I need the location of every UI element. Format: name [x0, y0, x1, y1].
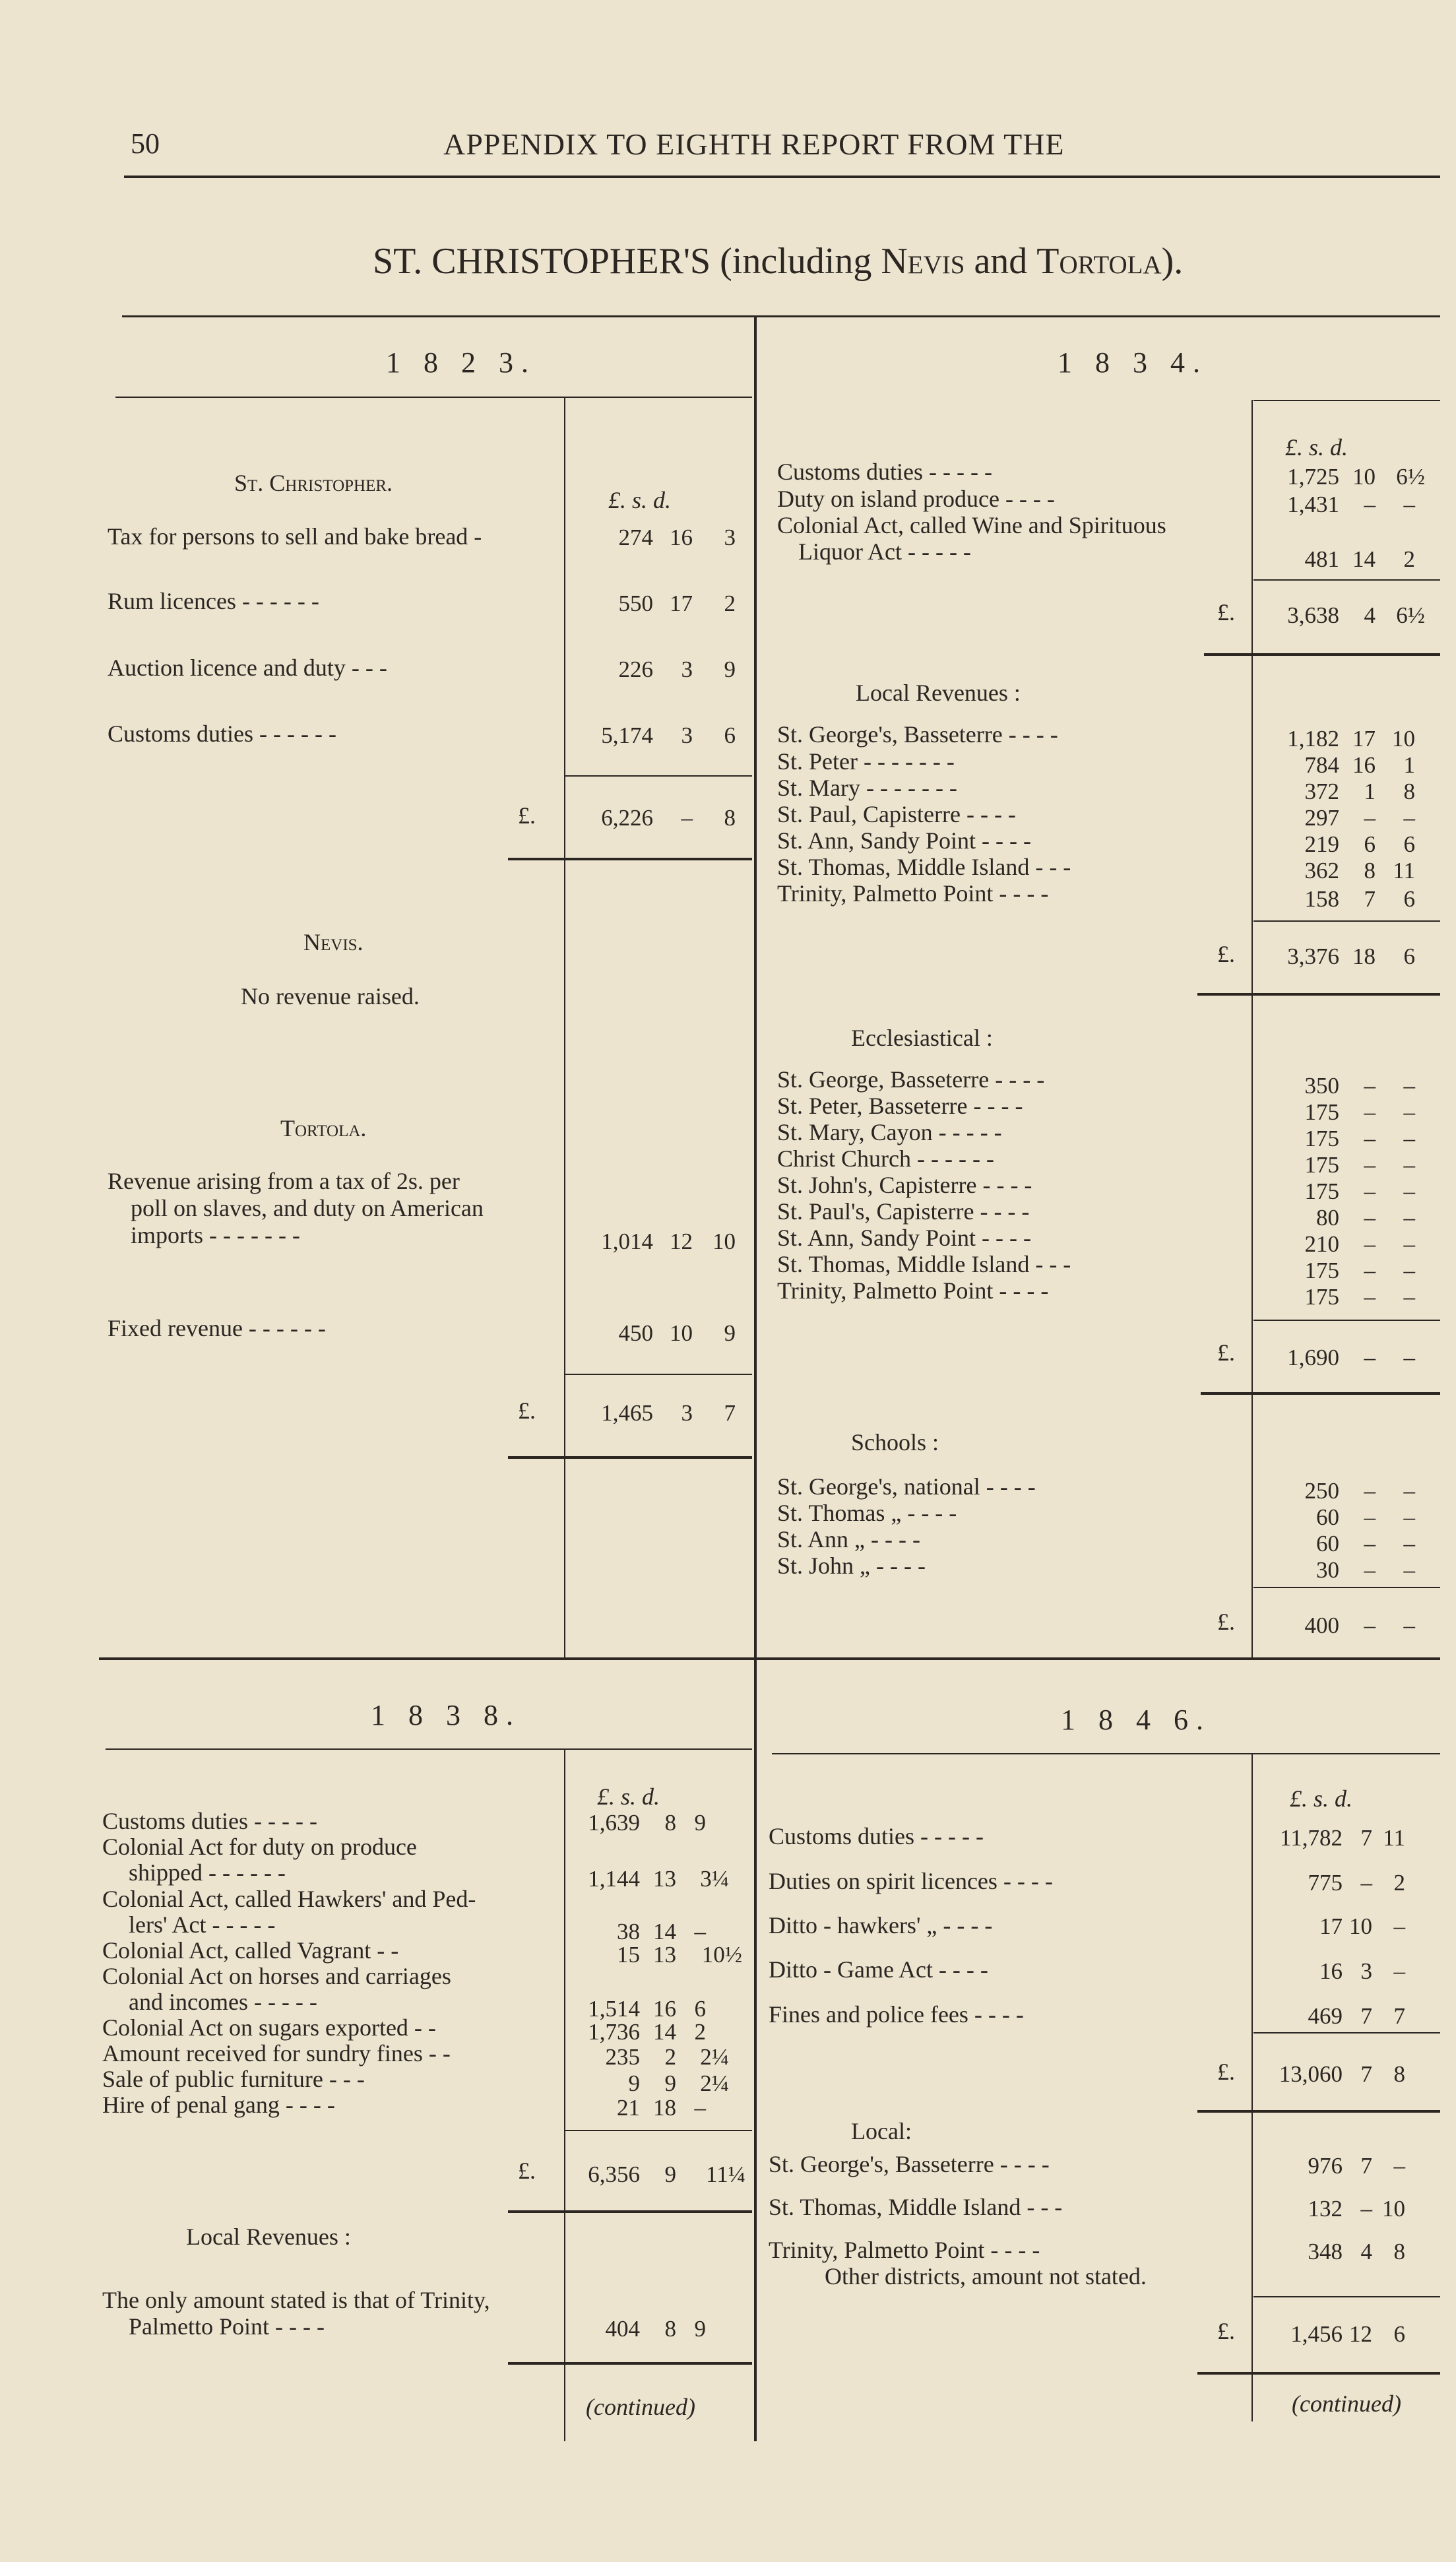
shillings-cell: 17: [1352, 726, 1376, 752]
pence-cell: –: [694, 1919, 706, 1944]
total-mark: £.: [1217, 599, 1235, 625]
row-label: lers' Act - - - - -: [129, 1911, 276, 1938]
row-label: Liquor Act - - - - -: [798, 538, 971, 565]
total-rule: [1197, 993, 1440, 996]
pounds-cell: 11,782: [1280, 1825, 1343, 1851]
pence-cell: 9: [694, 2316, 706, 2342]
shillings-cell: –: [1364, 1284, 1376, 1310]
pence-cell: –: [1403, 1205, 1415, 1231]
row-label: St. Thomas, Middle Island - - -: [769, 2194, 1063, 2220]
pence-cell: 8: [1393, 2239, 1405, 2264]
subtotal-rule: [565, 775, 752, 777]
total-mark: £.: [1217, 2318, 1235, 2344]
pence-cell: 7: [1393, 2003, 1405, 2029]
pence-cell: 2: [1403, 546, 1415, 572]
pounds-cell: 175: [1304, 1152, 1339, 1178]
pounds-cell: 1,725: [1287, 464, 1339, 490]
pounds-cell: 60: [1316, 1531, 1339, 1556]
row-label: St. Paul's, Capisterre - - - -: [777, 1198, 1030, 1225]
total-pence: 7: [724, 1400, 736, 1426]
row-label: Colonial Act for duty on produce: [102, 1834, 417, 1860]
pounds-cell: 1,014: [601, 1229, 653, 1254]
total-pence: 6½: [1396, 602, 1425, 628]
total-pence: 8: [724, 805, 736, 831]
continued-note: (continued): [586, 2394, 695, 2420]
pounds-cell: 1,736: [588, 2019, 640, 2045]
total-shillings: 9: [664, 2162, 676, 2187]
shillings-cell: 16: [1352, 752, 1376, 778]
total-rule: [1197, 2372, 1440, 2375]
pence-cell: 2: [1393, 1870, 1405, 1896]
pounds-cell: 250: [1304, 1478, 1339, 1504]
subtotal-rule: [1253, 920, 1440, 922]
shillings-cell: –: [1364, 1126, 1376, 1151]
row-label: St. George's, Basseterre - - - -: [777, 721, 1058, 748]
row-label: Tax for persons to sell and bake bread -: [108, 523, 482, 550]
tortola-revenue-line: poll on slaves, and duty on American: [131, 1195, 484, 1221]
pounds-cell: 1,431: [1287, 492, 1339, 517]
shillings-cell: 16: [653, 1996, 676, 2022]
shillings-cell: –: [1364, 492, 1376, 517]
pounds-cell: 175: [1304, 1099, 1339, 1125]
total-pounds: 1,690: [1287, 1345, 1339, 1370]
currency-head: £. s. d.: [597, 1783, 660, 1810]
pence-cell: –: [1403, 1126, 1415, 1151]
pounds-cell: 297: [1304, 805, 1339, 831]
pounds-cell: 175: [1304, 1284, 1339, 1310]
pounds-cell: 175: [1304, 1178, 1339, 1204]
header-rule: [124, 176, 1440, 178]
total-rule: [508, 1456, 752, 1459]
total-pounds: 1,465: [601, 1400, 653, 1426]
total-mark: £.: [518, 1397, 536, 1424]
row-label: St. George, Basseterre - - - -: [777, 1066, 1045, 1093]
pounds-cell: 1,639: [588, 1810, 640, 1836]
subtotal-rule: [565, 1374, 752, 1375]
total-mark: £.: [518, 2158, 536, 2184]
row-label: and incomes - - - - -: [129, 1989, 317, 2015]
pounds-cell: 450: [618, 1320, 653, 1346]
other-districts-note: Other districts, amount not stated.: [825, 2263, 1147, 2290]
pence-cell: 3¼: [700, 1866, 729, 1892]
running-head: APPENDIX TO EIGHTH REPORT FROM THE: [443, 127, 1065, 161]
pounds-cell: 5,174: [601, 722, 653, 748]
shillings-cell: 14: [653, 2019, 676, 2045]
total-pence: 6: [1403, 944, 1415, 969]
pence-cell: 6½: [1396, 464, 1425, 490]
pence-cell: –: [1403, 1557, 1415, 1583]
row-label: St. Ann „ - - - -: [777, 1526, 920, 1553]
row-label: Fines and police fees - - - -: [769, 2001, 1024, 2028]
row-label: Hire of penal gang - - - -: [102, 2092, 335, 2118]
pence-cell: 10: [1382, 2196, 1405, 2222]
row-label: St. Mary - - - - - - -: [777, 775, 957, 801]
pence-cell: –: [694, 2095, 706, 2121]
row-label: Customs duties - - - - - -: [108, 721, 336, 747]
pence-cell: 8: [1403, 779, 1415, 804]
row-label: Trinity, Palmetto Point - - - -: [769, 2237, 1040, 2263]
ecclesiastical-heading: Ecclesiastical :: [851, 1025, 993, 1051]
year-1846: 1 8 4 6.: [1061, 1704, 1211, 1736]
shillings-cell: 7: [1360, 2153, 1372, 2179]
shillings-cell: 13: [653, 1942, 676, 1968]
pence-cell: 6: [694, 1996, 706, 2022]
row-label: St. Thomas, Middle Island - - -: [777, 1251, 1071, 1277]
pounds-cell: 219: [1304, 831, 1339, 857]
row-label: Ditto - hawkers' „ - - - -: [769, 1912, 993, 1938]
row-label: St. Mary, Cayon - - - - -: [777, 1119, 1002, 1145]
year-rule: [1253, 400, 1440, 401]
pounds-cell: 469: [1308, 2003, 1343, 2029]
pounds-cell: 1,514: [588, 1996, 640, 2022]
currency-head: £. s. d.: [608, 487, 672, 513]
pence-cell: –: [1403, 1099, 1415, 1125]
total-rule: [508, 2362, 752, 2365]
subtotal-rule: [1253, 1587, 1440, 1588]
row-label: Auction licence and duty - - -: [108, 655, 387, 681]
pounds-cell: 38: [617, 1919, 640, 1944]
row-label: Ditto - Game Act - - - -: [769, 1956, 988, 1983]
pounds-cell: 481: [1304, 546, 1339, 572]
fixed-revenue-label: Fixed revenue - - - - - -: [108, 1315, 326, 1341]
shillings-cell: –: [1364, 1231, 1376, 1257]
total-mark: £.: [1217, 1339, 1235, 1366]
pence-cell: –: [1403, 1073, 1415, 1099]
row-label: St. John's, Capisterre - - - -: [777, 1172, 1032, 1198]
pence-cell: –: [1403, 492, 1415, 517]
row-label: Amount received for sundry fines - -: [102, 2040, 451, 2066]
shillings-cell: 9: [664, 2070, 676, 2096]
row-label: Trinity, Palmetto Point - - - -: [777, 1277, 1049, 1304]
subtotal-rule: [1253, 1320, 1440, 1321]
local-revenues-heading: Local Revenues :: [186, 2224, 351, 2250]
row-label: Customs duties - - - - -: [777, 459, 992, 485]
total-rule: [508, 858, 752, 860]
shillings-cell: 16: [670, 525, 693, 550]
pounds-cell: 362: [1304, 858, 1339, 883]
row-label: Colonial Act, called Wine and Spirituous: [777, 512, 1166, 538]
total-pounds: 1,456: [1290, 2321, 1343, 2347]
total-shillings: 12: [1349, 2321, 1372, 2347]
pounds-cell: 80: [1316, 1205, 1339, 1231]
total-rule: [508, 2210, 752, 2213]
pounds-cell: 175: [1304, 1258, 1339, 1283]
pounds-cell: 350: [1304, 1073, 1339, 1099]
total-rule: [1197, 2110, 1440, 2113]
pence-cell: 2¼: [700, 2044, 729, 2070]
shillings-cell: 10: [670, 1320, 693, 1346]
pence-cell: 6: [1403, 831, 1415, 857]
local-note: The only amount stated is that of Trinity,: [102, 2287, 490, 2313]
row-label: St. Peter - - - - - - -: [777, 748, 955, 775]
total-shillings: –: [1364, 1613, 1376, 1638]
year-rule: [115, 397, 752, 398]
year-1834: 1 8 3 4.: [1058, 346, 1208, 379]
local-note: Palmetto Point - - - -: [129, 2313, 325, 2340]
row-label: Sale of public furniture - - -: [102, 2066, 365, 2092]
continued-note: (continued): [1292, 2390, 1401, 2417]
subtotal-rule: [1253, 2296, 1440, 2297]
pounds-cell: 16: [1319, 1958, 1343, 1984]
page-title: ST. CHRISTOPHER'S (including Nevis and Tortola).: [373, 241, 1184, 282]
row-label: Rum licences - - - - - -: [108, 588, 319, 614]
shillings-cell: –: [1364, 1152, 1376, 1178]
total-pounds: 3,638: [1287, 602, 1339, 628]
pounds-cell: 784: [1304, 752, 1339, 778]
shillings-cell: –: [1364, 1178, 1376, 1204]
row-label: St. Peter, Basseterre - - - -: [777, 1093, 1023, 1119]
pounds-cell: 404: [605, 2316, 640, 2342]
shillings-cell: 13: [653, 1866, 676, 1892]
page-number: 50: [131, 127, 160, 160]
local-heading: Local:: [851, 2118, 912, 2144]
pence-cell: 10½: [701, 1942, 742, 1968]
subtotal-rule: [1253, 579, 1440, 581]
shillings-cell: –: [1360, 1870, 1372, 1896]
row-label: Colonial Act, called Vagrant - -: [102, 1937, 399, 1964]
row-label: St. Ann, Sandy Point - - - -: [777, 1225, 1032, 1251]
pence-cell: –: [1403, 1504, 1415, 1530]
pence-cell: –: [1403, 1258, 1415, 1283]
row-label: St. Thomas „ - - - -: [777, 1500, 957, 1526]
row-label: Customs duties - - - - -: [102, 1808, 317, 1834]
shillings-cell: –: [1364, 1478, 1376, 1504]
row-label: Customs duties - - - - -: [769, 1823, 984, 1849]
row-label: Duty on island produce - - - -: [777, 486, 1055, 512]
pence-cell: –: [1403, 1531, 1415, 1556]
pence-cell: –: [1393, 2153, 1405, 2179]
pence-cell: 2¼: [700, 2070, 729, 2096]
amount-column-divider: [1251, 1753, 1253, 2421]
pounds-cell: 175: [1304, 1126, 1339, 1151]
shillings-cell: 7: [1364, 886, 1376, 912]
total-rule: [1204, 653, 1440, 656]
pounds-cell: 274: [618, 525, 653, 550]
shillings-cell: 14: [1352, 546, 1376, 572]
pence-cell: 10: [1392, 726, 1415, 752]
shillings-cell: –: [1364, 1099, 1376, 1125]
shillings-cell: 10: [1349, 1913, 1372, 1939]
pounds-cell: 158: [1304, 886, 1339, 912]
row-label: Colonial Act on horses and carriages: [102, 1963, 451, 1989]
shillings-cell: –: [1364, 1557, 1376, 1583]
shillings-cell: 6: [1364, 831, 1376, 857]
total-rule: [1201, 1392, 1440, 1395]
pence-cell: 9: [724, 657, 736, 682]
shillings-cell: 8: [1364, 858, 1376, 883]
pence-cell: 9: [724, 1320, 736, 1346]
shillings-cell: 1: [1364, 779, 1376, 804]
total-pounds: 3,376: [1287, 944, 1339, 969]
pence-cell: 3: [724, 525, 736, 550]
total-pence: 11¼: [706, 2162, 745, 2187]
shillings-cell: –: [1364, 1073, 1376, 1099]
shillings-cell: –: [1364, 805, 1376, 831]
pounds-cell: 775: [1308, 1870, 1343, 1896]
pounds-cell: 1,144: [588, 1866, 640, 1892]
pence-cell: –: [1403, 1178, 1415, 1204]
subtotal-rule: [565, 2130, 752, 2131]
row-label: St. George's, Basseterre - - - -: [769, 2151, 1050, 2177]
pounds-cell: 372: [1304, 779, 1339, 804]
pounds-cell: 15: [617, 1942, 640, 1968]
currency-head: £. s. d.: [1290, 1785, 1353, 1812]
row-label: St. Paul, Capisterre - - - -: [777, 801, 1016, 827]
pounds-cell: 210: [1304, 1231, 1339, 1257]
pence-cell: 10: [712, 1229, 736, 1254]
row-label: St. Thomas, Middle Island - - -: [777, 854, 1071, 880]
table-top-rule: [122, 315, 1440, 317]
row-label: Colonial Act, called Hawkers' and Ped-: [102, 1886, 476, 1912]
shillings-cell: 14: [653, 1919, 676, 1944]
pence-cell: 2: [694, 2019, 706, 2045]
center-divider: [754, 315, 757, 2441]
amount-column-divider: [564, 397, 565, 1657]
pence-cell: –: [1403, 1478, 1415, 1504]
year-1823: 1 8 2 3.: [386, 346, 536, 379]
total-pence: –: [1403, 1613, 1415, 1638]
shillings-cell: 18: [653, 2095, 676, 2121]
total-pence: 6: [1393, 2321, 1405, 2347]
pence-cell: 11: [1393, 858, 1415, 883]
total-mark: £.: [1217, 2059, 1235, 2085]
pence-cell: –: [1403, 1231, 1415, 1257]
pounds-cell: 9: [628, 2070, 640, 2096]
total-shillings: 4: [1364, 602, 1376, 628]
pounds-cell: 1,182: [1287, 726, 1339, 752]
pence-cell: –: [1393, 1913, 1405, 1939]
shillings-cell: 3: [681, 722, 693, 748]
pounds-cell: 348: [1308, 2239, 1343, 2264]
shillings-cell: –: [1364, 1531, 1376, 1556]
pounds-cell: 550: [618, 591, 653, 616]
shillings-cell: 8: [664, 2316, 676, 2342]
shillings-cell: 4: [1360, 2239, 1372, 2264]
nevis-note: No revenue raised.: [241, 983, 420, 1009]
row-label: Duties on spirit licences - - - -: [769, 1868, 1053, 1894]
pounds-cell: 17: [1319, 1913, 1343, 1939]
stchris-heading: St. Christopher.: [234, 470, 393, 496]
row-label: Christ Church - - - - - -: [777, 1145, 994, 1172]
tortola-revenue-line: imports - - - - - - -: [131, 1222, 300, 1248]
shillings-cell: 2: [664, 2044, 676, 2070]
mid-rule: [99, 1657, 1440, 1660]
pounds-cell: 21: [617, 2095, 640, 2121]
pence-cell: –: [1403, 1284, 1415, 1310]
pence-cell: 9: [694, 1810, 706, 1836]
total-pence: –: [1403, 1345, 1415, 1370]
tortola-revenue-line: Revenue arising from a tax of 2s. per: [108, 1168, 460, 1194]
shillings-cell: 10: [1352, 464, 1376, 490]
pounds-cell: 226: [618, 657, 653, 682]
shillings-cell: –: [1360, 2196, 1372, 2222]
year-rule: [106, 1748, 752, 1750]
pence-cell: –: [1403, 805, 1415, 831]
currency-head: £. s. d.: [1285, 434, 1348, 461]
shillings-cell: 8: [664, 1810, 676, 1836]
row-label: Trinity, Palmetto Point - - - -: [777, 880, 1049, 907]
year-rule: [772, 1753, 1440, 1754]
shillings-cell: 12: [670, 1229, 693, 1254]
shillings-cell: 3: [681, 657, 693, 682]
pounds-cell: 60: [1316, 1504, 1339, 1530]
total-pence: 8: [1393, 2061, 1405, 2087]
pence-cell: 11: [1383, 1825, 1405, 1851]
schools-heading: Schools :: [851, 1429, 939, 1456]
shillings-cell: 17: [670, 591, 693, 616]
total-pounds: 13,060: [1279, 2061, 1343, 2087]
shillings-cell: 3: [1360, 1958, 1372, 1984]
pounds-cell: 132: [1308, 2196, 1343, 2222]
total-mark: £.: [1217, 941, 1235, 967]
total-shillings: –: [681, 805, 693, 831]
row-label: St. Ann, Sandy Point - - - -: [777, 827, 1032, 854]
amount-column-divider: [1251, 400, 1253, 1657]
pounds-cell: 30: [1316, 1557, 1339, 1583]
shillings-cell: –: [1364, 1504, 1376, 1530]
pence-cell: –: [1393, 1958, 1405, 1984]
total-shillings: –: [1364, 1345, 1376, 1370]
shillings-cell: 7: [1360, 1825, 1372, 1851]
row-label: Colonial Act on sugars exported - -: [102, 2014, 436, 2041]
pence-cell: 1: [1403, 752, 1415, 778]
total-pounds: 6,356: [588, 2162, 640, 2187]
total-mark: £.: [518, 802, 536, 829]
total-shillings: 18: [1352, 944, 1376, 969]
pence-cell: 6: [724, 722, 736, 748]
shillings-cell: 7: [1360, 2003, 1372, 2029]
total-pounds: 6,226: [601, 805, 653, 831]
row-label: shipped - - - - - -: [129, 1859, 286, 1886]
shillings-cell: –: [1364, 1258, 1376, 1283]
pounds-cell: 976: [1308, 2153, 1343, 2179]
subtotal-rule: [1253, 2032, 1440, 2034]
year-1838: 1 8 3 8.: [371, 1699, 521, 1731]
total-pounds: 400: [1304, 1613, 1339, 1638]
row-label: St. John „ - - - -: [777, 1553, 926, 1579]
shillings-cell: –: [1364, 1205, 1376, 1231]
local-revenues-heading: Local Revenues :: [856, 680, 1021, 706]
pence-cell: 2: [724, 591, 736, 616]
tortola-heading: Tortola.: [280, 1115, 367, 1141]
nevis-heading: Nevis.: [303, 929, 364, 955]
total-shillings: 7: [1360, 2061, 1372, 2087]
total-shillings: 3: [681, 1400, 693, 1426]
pounds-cell: 235: [605, 2044, 640, 2070]
pence-cell: 6: [1403, 886, 1415, 912]
row-label: St. George's, national - - - -: [777, 1473, 1036, 1500]
pence-cell: –: [1403, 1152, 1415, 1178]
total-mark: £.: [1217, 1609, 1235, 1635]
